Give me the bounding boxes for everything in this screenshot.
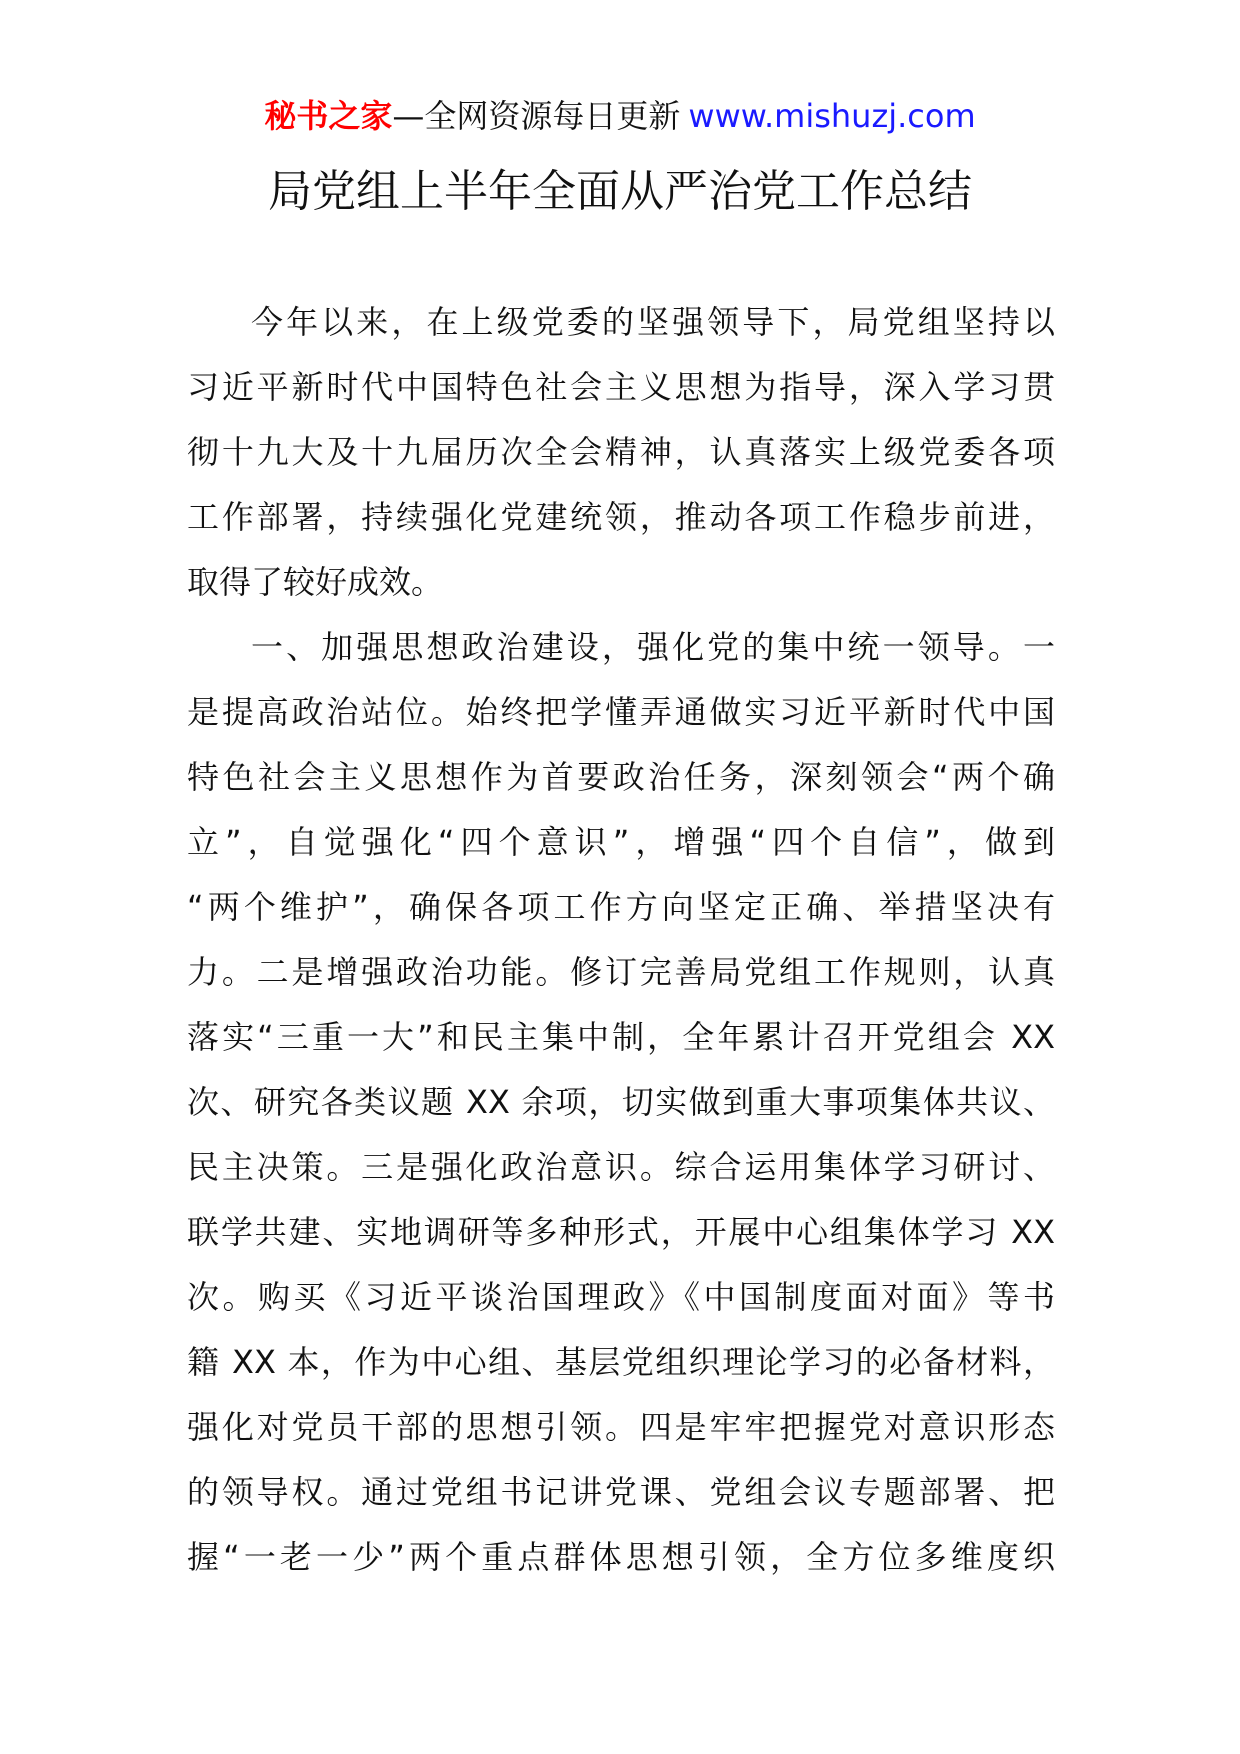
text-line: 民主决策。三是强化政治意识。综合运用集体学习研讨、 bbox=[187, 1148, 1055, 1186]
text-line: 强化对党员干部的思想引领。四是牢牢把握党对意识形态 bbox=[187, 1408, 1055, 1446]
text-line: 工作部署，持续强化党建统领，推动各项工作稳步前进， bbox=[187, 498, 1055, 536]
text-line: 今年以来，在上级党委的坚强领导下，局党组坚持以 bbox=[251, 303, 1055, 341]
text-line: 立”，自觉强化“四个意识”，增强“四个自信”，做到 bbox=[187, 823, 1055, 861]
text-line: 一、加强思想政治建设，强化党的集中统一领导。一 bbox=[251, 628, 1055, 666]
text-line: 次。购买《习近平谈治国理政》《中国制度面对面》等书 bbox=[187, 1278, 1055, 1316]
header-tagline: —全网资源每日更新 bbox=[392, 97, 681, 135]
paragraph-intro bbox=[187, 290, 1055, 615]
text-line: 籍 XX 本，作为中心组、基层党组织理论学习的必备材料， bbox=[187, 1343, 1055, 1381]
text-line: 次、研究各类议题 XX 余项，切实做到重大事项集体共议、 bbox=[187, 1083, 1055, 1121]
document-body bbox=[187, 290, 1055, 1590]
text-line: 彻十九大及十九届历次全会精神，认真落实上级党委各项 bbox=[187, 433, 1055, 471]
paragraph-section-one bbox=[187, 615, 1055, 1590]
site-url-link[interactable]: www.mishuzj.com bbox=[688, 97, 976, 135]
site-header bbox=[0, 96, 1240, 136]
text-line: 力。二是增强政治功能。修订完善局党组工作规则，认真 bbox=[187, 953, 1055, 991]
brand-name: 秘书之家 bbox=[264, 97, 393, 135]
text-line: 握“一老一少”两个重点群体思想引领，全方位多维度织 bbox=[187, 1538, 1055, 1576]
text-line: 联学共建、实地调研等多种形式，开展中心组集体学习 XX bbox=[187, 1213, 1055, 1251]
text-line: 取得了较好成效。 bbox=[187, 563, 444, 601]
text-line: 落实“三重一大”和民主集中制，全年累计召开党组会 XX bbox=[187, 1018, 1055, 1056]
document-title: 局党组上半年全面从严治党工作总结 bbox=[268, 166, 972, 217]
text-line: 是提高政治站位。始终把学懂弄通做实习近平新时代中国 bbox=[187, 693, 1055, 731]
text-line: 习近平新时代中国特色社会主义思想为指导，深入学习贯 bbox=[187, 368, 1055, 406]
text-line: 的领导权。通过党组书记讲党课、党组会议专题部署、把 bbox=[187, 1473, 1055, 1511]
text-line: 特色社会主义思想作为首要政治任务，深刻领会“两个确 bbox=[187, 758, 1055, 796]
text-line: “两个维护”，确保各项工作方向坚定正确、举措坚决有 bbox=[187, 888, 1055, 926]
